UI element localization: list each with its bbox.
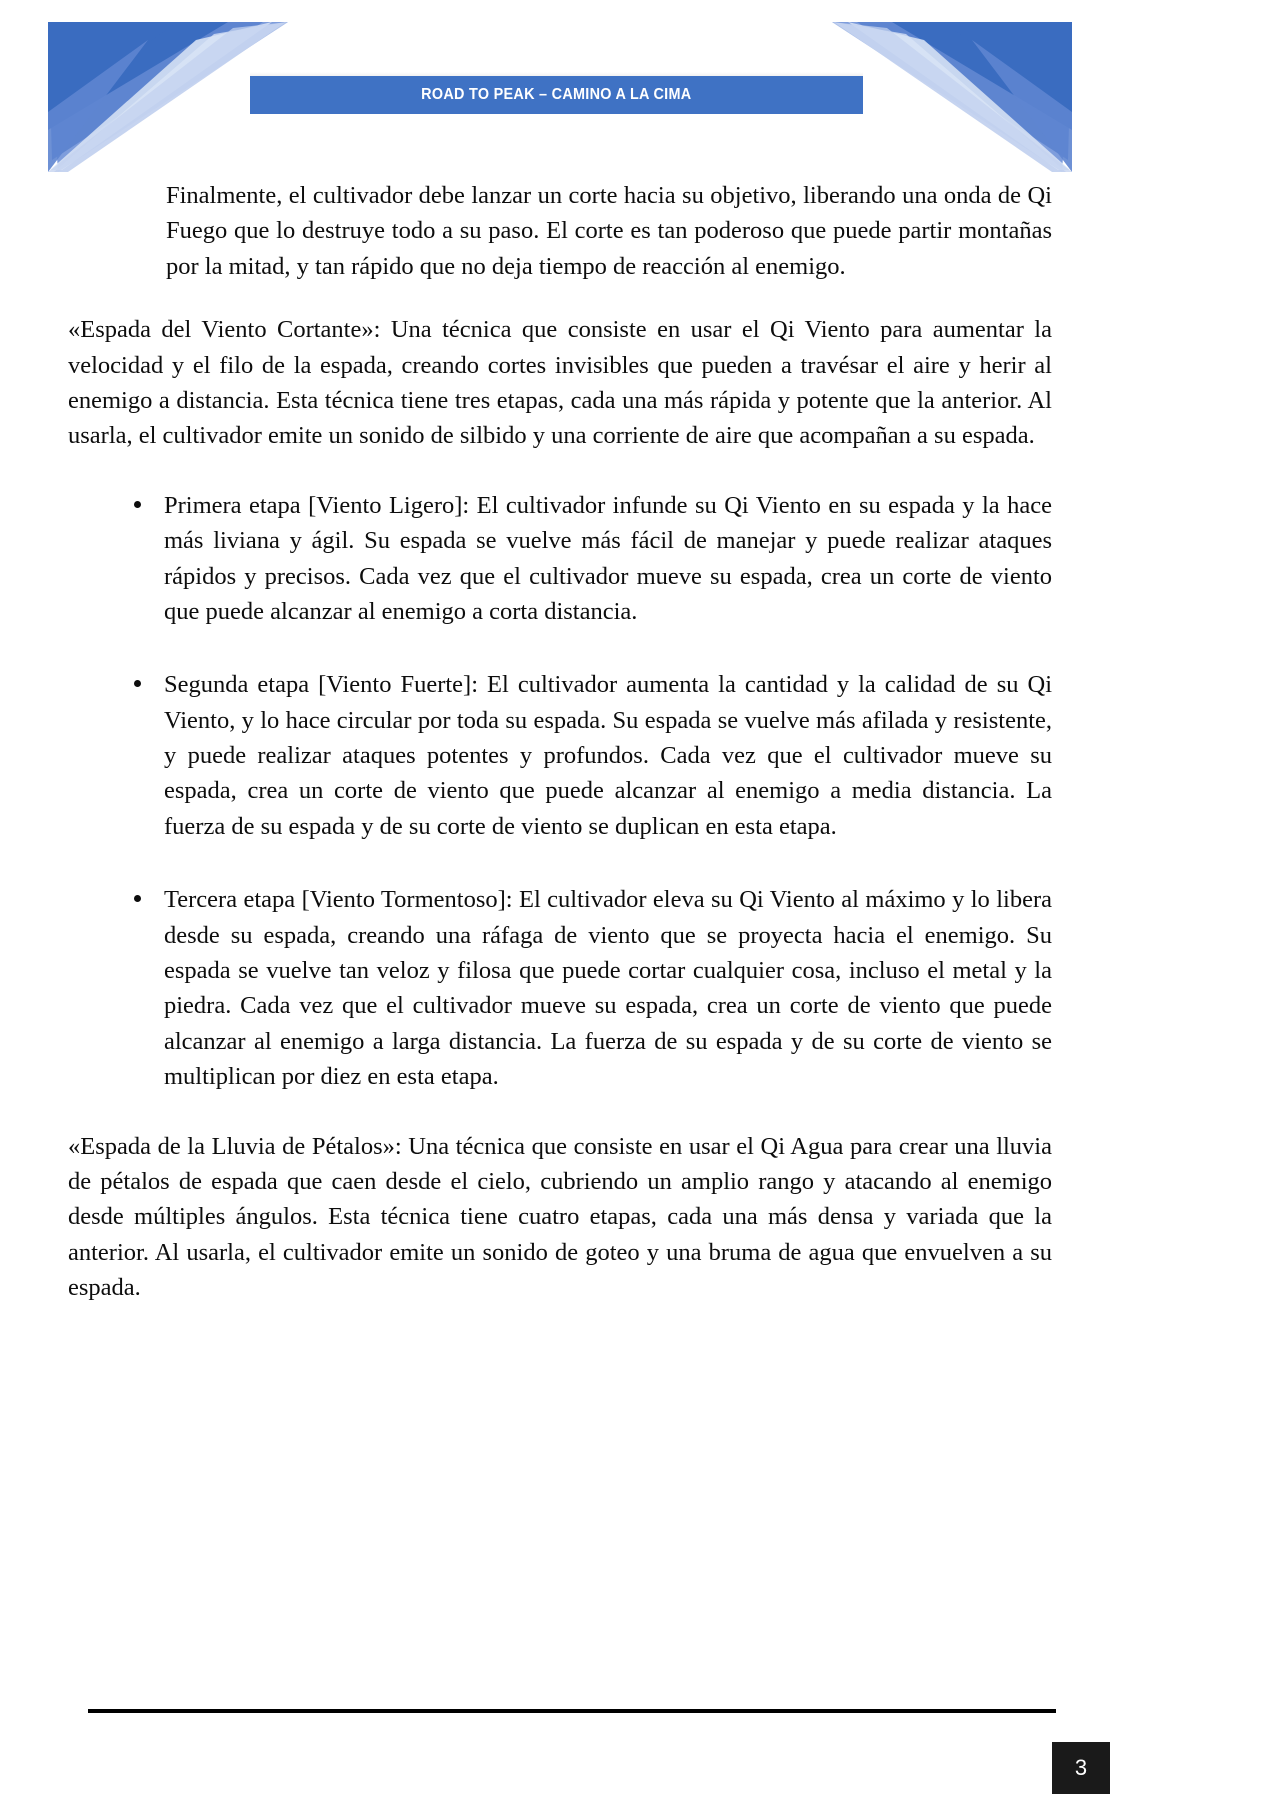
header-decoration-right — [832, 0, 1092, 175]
list-item — [68, 488, 1052, 630]
footer-divider — [88, 1709, 1056, 1713]
bullet-dot-icon — [134, 895, 141, 902]
bullet-dot-icon — [134, 680, 141, 687]
paragraph-espada-viento-cortante: «Espada del Viento Cortante»: Una técnica que consiste en usar el Qi Viento para aumentar la velocidad y el filo de la espada, creando cortes invisibles que pueden a travésar el aire y herir al enemigo a distancia. Esta técnica tiene tres etapas, cada una más rápida y potente que la anterior. Al usarla, el cultivador emite un sonido de silbido y una corriente de aire que acompañan a su espada. — [68, 316, 1052, 450]
angled-triangles-decoration-icon — [28, 0, 288, 175]
angled-triangles-decoration-icon — [832, 0, 1092, 175]
spacer — [68, 454, 1052, 488]
list-item-text: Tercera etapa [Viento Tormentoso]: El cultivador eleva su Qi Viento al máximo y lo libera desde su espada, creando una ráfaga de viento que se proyecta hacia el enemigo. Su espada se vuelve tan veloz y filosa que puede cortar cualquier cosa, incluso el metal y la piedra. Cada vez que el cultivador mueve su espada, crea un corte de viento que puede alcanzar al enemigo a larga distancia. La fuerza de su espada y de su corte de viento se multiplican por diez en esta etapa. — [164, 886, 1052, 1091]
page-number-badge — [1052, 1742, 1110, 1794]
header-title: ROAD TO PEAK – CAMINO A LA CIMA — [421, 86, 692, 103]
page-number: 3 — [1074, 1755, 1088, 1780]
bullet-dot-icon — [134, 501, 141, 508]
header-decoration-left — [28, 0, 288, 175]
list-item — [68, 667, 1052, 844]
spacer — [68, 284, 1052, 312]
paragraph-finalmente: Finalmente, el cultivador debe lanzar un corte hacia su objetivo, liberando una onda de Qi Fuego que lo destruye todo a su paso. El corte es tan poderoso que puede partir montañas por la mitad, y tan rápido que no deja tiempo de reacción al enemigo. — [166, 182, 1052, 280]
list-item-text: Primera etapa [Viento Ligero]: El cultivador infunde su Qi Viento en su espada y la hace más liviana y ágil. Su espada se vuelve más fácil de manejar y puede realizar ataques rápidos y precisos. Cada vez que el cultivador mueve su espada, crea un corte de viento que puede alcanzar al enemigo a corta distancia. — [164, 491, 1052, 625]
title-banner — [250, 76, 863, 114]
list-item-text: Segunda etapa [Viento Fuerte]: El cultivador aumenta la cantidad y la calidad de su Qi Viento, y lo hace circular por toda su espada. Su espada se vuelve más afilada y resistente, y puede realizar ataques potentes y profundos. Cada vez que el cultivador mueve su espada, crea un corte de viento que puede alcanzar al enemigo a media distancia. La fuerza de su espada y de su corte de viento se duplican en esta etapa. — [164, 671, 1052, 840]
stage-list — [68, 488, 1052, 1095]
document-body — [68, 178, 1052, 1306]
list-item — [68, 882, 1052, 1094]
page-header — [0, 0, 1120, 175]
spacer — [68, 1095, 1052, 1129]
paragraph-espada-lluvia-petalos: «Espada de la Lluvia de Pétalos»: Una técnica que consiste en usar el Qi Agua para crear una lluvia de pétalos de espada que caen desde el cielo, cubriendo un amplio rango y atacando al enemigo desde múltiples ángulos. Esta técnica tiene cuatro etapas, cada una más densa y variada que la anterior. Al usarla, el cultivador emite un sonido de goteo y una bruma de agua que envuelven a su espada. — [68, 1132, 1052, 1302]
